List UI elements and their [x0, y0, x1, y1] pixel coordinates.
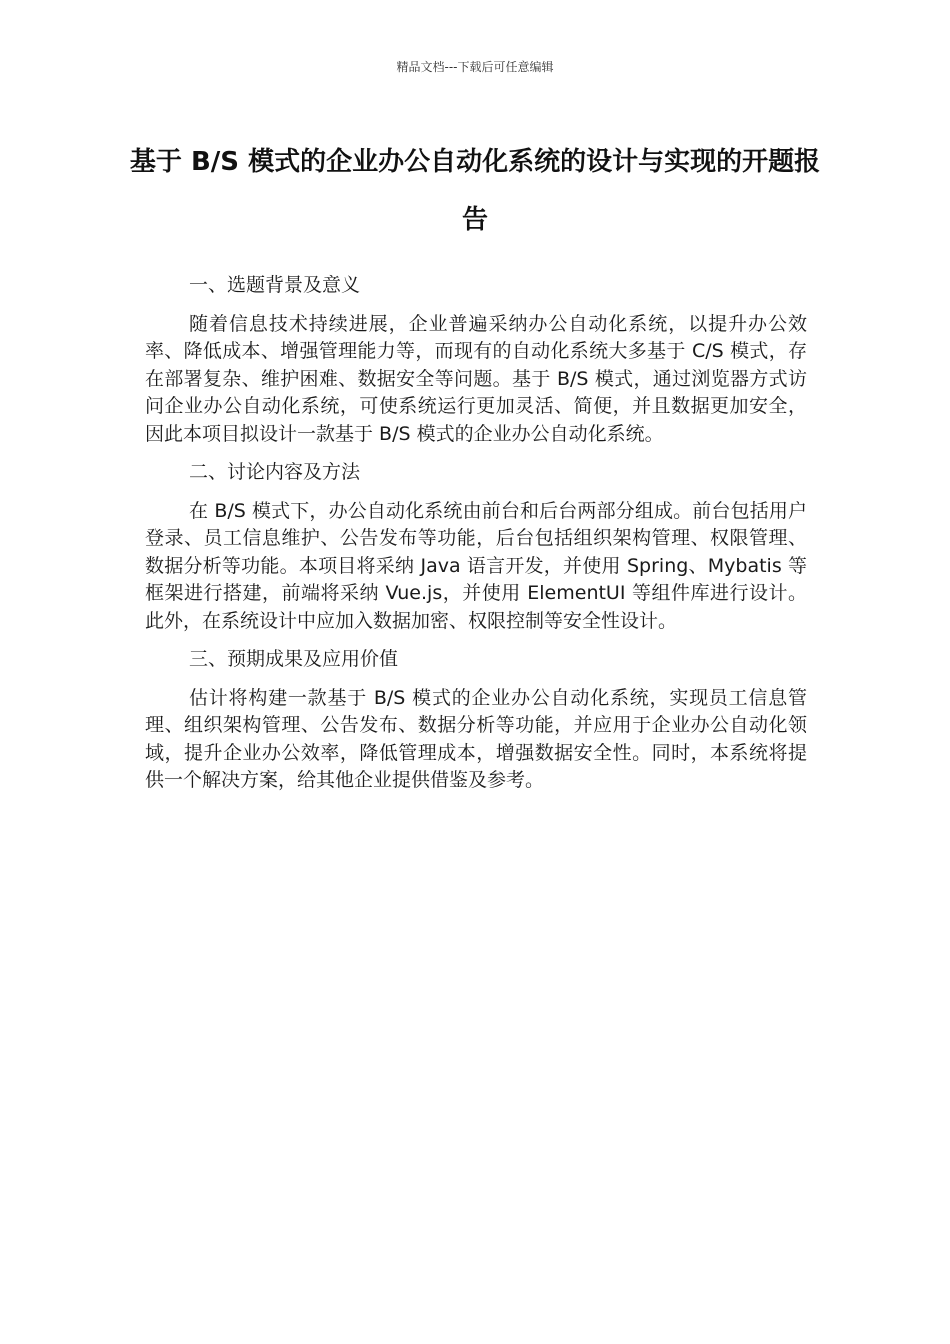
section-heading-outcomes: 三、预期成果及应用价值: [189, 648, 399, 670]
section-paragraph-outcomes: 估计将构建一款基于 B/S 模式的企业办公自动化系统，实现员工信息管理、组织架构管理、公告发布、数据分析等功能，并应用于企业办公自动化领域，提升企业办公效率，降低管理成本，增强数据安全性。同时，本系统将提供一个解决方案，给其他企业提供借鉴及参考。: [145, 686, 807, 791]
section-heading-methods: 二、讨论内容及方法: [189, 461, 361, 483]
section-paragraph-methods: 在 B/S 模式下，办公自动化系统由前台和后台两部分组成。前台包括用户登录、员工信息维护、公告发布等功能，后台包括组织架构管理、权限管理、数据分析等功能。本项目将采纳 Java 语言开发，并使用 Spring、Mybatis 等框架进行搭建，前端将采纳 Vue.js，并使用 ElementUI 等组件库进行设计。此外，在系统设计中应加入数据加密、权限控制等安全性设计。: [145, 499, 807, 632]
header-note: 精品文档---下载后可任意编辑: [396, 60, 554, 74]
document-body: [145, 272, 807, 806]
section-heading-background: 一、选题背景及意义: [189, 274, 361, 296]
section-paragraph-background: 随着信息技术持续进展，企业普遍采纳办公自动化系统，以提升办公效率、降低成本、增强管理能力等，而现有的自动化系统大多基于 C/S 模式，存在部署复杂、维护困难、数据安全等问题。基于 B/S 模式，通过浏览器方式访问企业办公自动化系统，可使系统运行更加灵活、简便，并且数据更加安全，因此本项目拟设计一款基于 B/S 模式的企业办公自动化系统。: [145, 312, 807, 445]
document-title: 基于 B/S 模式的企业办公自动化系统的设计与实现的开题报告: [129, 147, 821, 235]
